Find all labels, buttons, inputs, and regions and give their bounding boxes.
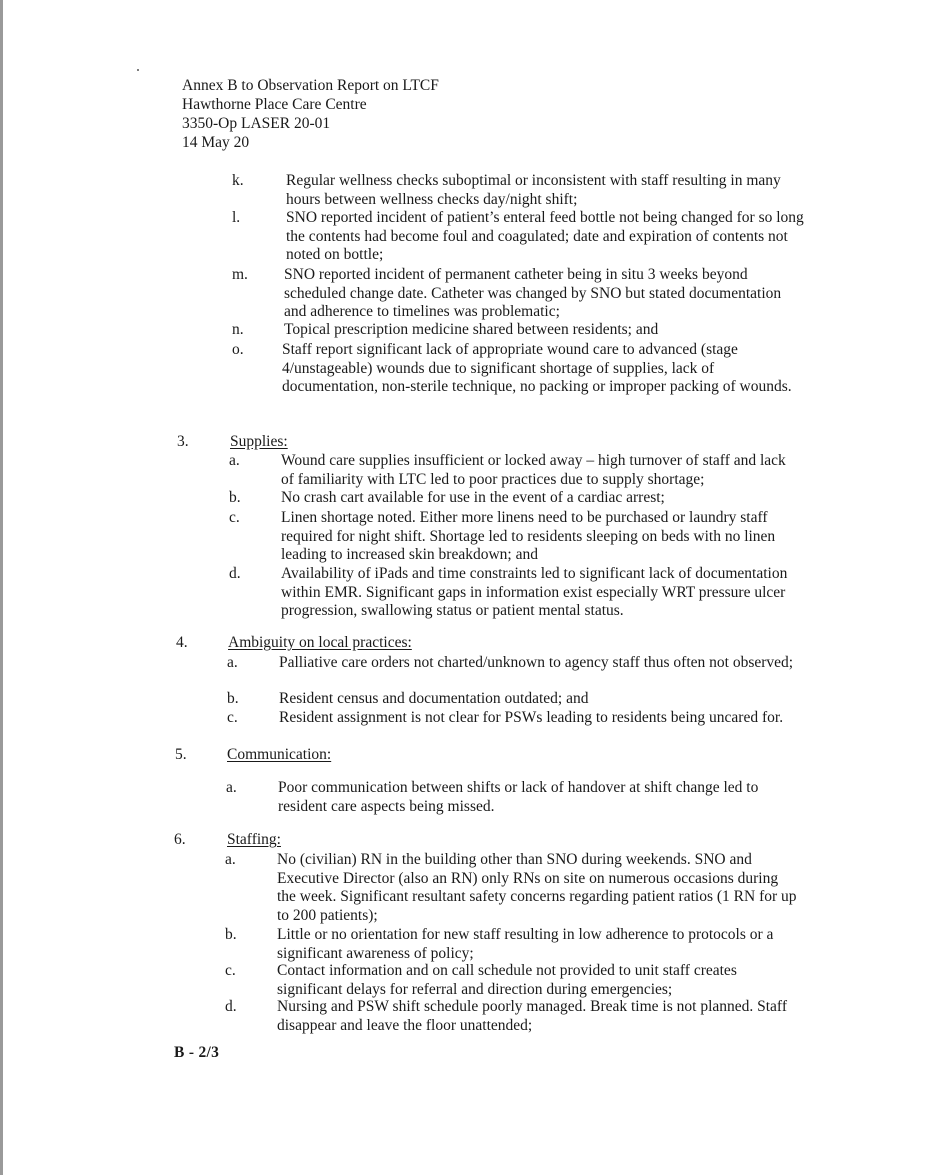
item-text: Regular wellness checks suboptimal or inconsistent with staff resulting in many hours between wellness checks day/night shift; [286, 172, 781, 208]
item-text: SNO reported incident of permanent catheter being in situ 3 weeks beyond scheduled change date. Catheter was changed by SNO but stated documentation and adherence to timelines was problematic; [284, 266, 782, 320]
item-text: Linen shortage noted. Either more linens need to be purchased or laundry staff required for night shift. Shortage led to residents sleeping on beds with no linen leading to increased skin breakdown; and [281, 509, 776, 563]
scan-edge [0, 0, 3, 1175]
item-text: Staff report significant lack of appropriate wound care to advanced (stage 4/unstageable) wounds due to significant shortage of supplies, lack of documentation, non-sterile technique, no packing or improper packing of wounds. [282, 341, 792, 395]
item-text: Resident census and documentation outdated; and [279, 690, 589, 707]
section-number: 4. [176, 634, 188, 651]
item-text: Topical prescription medicine shared between residents; and [284, 321, 659, 338]
item-text: No (civilian) RN in the building other than SNO during weekends. SNO and Executive Director (also an RN) only RNs on site on numerous occasions during the week. Significant resultant safety concerns regarding patient ratios (1 RN for up to 200 patients); [277, 851, 797, 924]
item-text: Little or no orientation for new staff resulting in low adherence to protocols or a significant awareness of policy; [277, 926, 774, 962]
item-letter: b. [225, 926, 237, 943]
header-facility: Hawthorne Place Care Centre [182, 96, 367, 113]
section-title-staffing: Staffing: [227, 831, 281, 848]
item-letter: b. [227, 690, 239, 707]
item-letter: a. [229, 452, 240, 469]
section-title-ambiguity: Ambiguity on local practices: [228, 634, 412, 651]
section-title-communication: Communication: [227, 746, 332, 763]
item-letter: d. [229, 565, 241, 582]
section-number: 5. [175, 746, 187, 763]
item-letter: k. [232, 172, 244, 189]
item-letter: b. [229, 489, 241, 506]
item-letter: d. [225, 998, 237, 1015]
item-letter: c. [229, 509, 240, 526]
item-letter: a. [227, 654, 238, 671]
section-title-supplies: Supplies: [230, 433, 288, 450]
item-text: Poor communication between shifts or lack of handover at shift change led to resident care aspects being missed. [278, 779, 759, 815]
item-text: Contact information and on call schedule not provided to unit staff creates significant delays for referral and direction during emergencies; [277, 962, 737, 998]
header-title: Annex B to Observation Report on LTCF [182, 77, 439, 94]
page-number: B - 2/3 [174, 1044, 220, 1061]
item-text: Resident assignment is not clear for PSWs leading to residents being uncared for. [279, 709, 784, 726]
item-text: Nursing and PSW shift schedule poorly managed. Break time is not planned. Staff disappear and leave the floor unattended; [277, 998, 787, 1034]
document-header [182, 76, 439, 152]
item-letter: a. [225, 851, 236, 868]
header-date: 14 May 20 [182, 134, 250, 151]
item-letter: n. [232, 321, 244, 338]
item-text: Availability of iPads and time constraints led to significant lack of documentation within EMR. Significant gaps in information exist especially WRT pressure ulcer progression, swallowing status or patient mental status. [281, 565, 788, 619]
item-text: Palliative care orders not charted/unknown to agency staff thus often not observed; [279, 654, 794, 671]
item-text: No crash cart available for use in the event of a cardiac arrest; [281, 489, 665, 506]
item-letter: l. [232, 209, 241, 226]
item-letter: m. [232, 266, 248, 283]
item-letter: a. [226, 779, 237, 796]
item-text: SNO reported incident of patient’s enteral feed bottle not being changed for so long the contents had become foul and coagulated; date and expiration of contents not noted on bottle; [286, 209, 804, 263]
item-letter: c. [227, 709, 238, 726]
section-number: 6. [174, 831, 186, 848]
header-reference: 3350-Op LASER 20-01 [182, 115, 331, 132]
item-letter: c. [225, 962, 236, 979]
item-text: Wound care supplies insufficient or locked away – high turnover of staff and lack of familiarity with LTC led to poor practices due to supply shortage; [281, 452, 786, 488]
scan-speck [137, 69, 139, 71]
item-letter: o. [232, 341, 244, 358]
section-number: 3. [177, 433, 189, 450]
